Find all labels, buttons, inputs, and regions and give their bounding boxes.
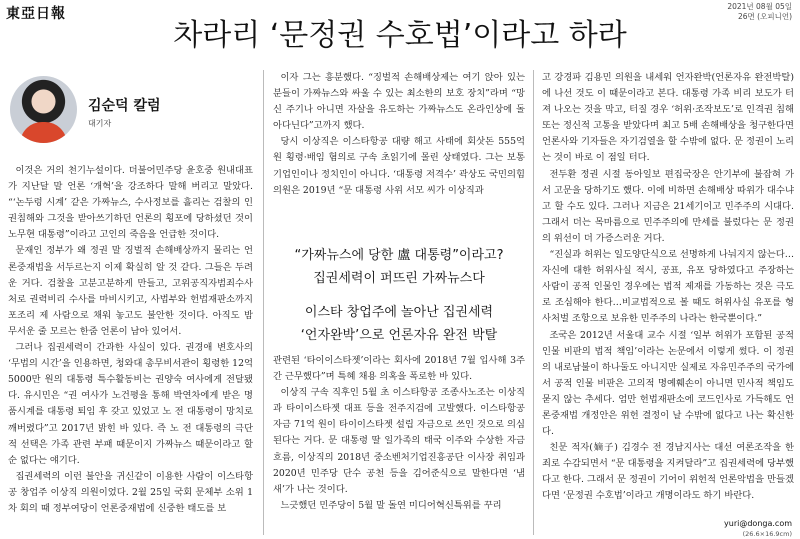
paragraph: 집권세력의 이런 불안을 귀신같이 이용한 사람이 이스타항공 창업주 이상직 의원이었다. 2월 25일 국회 문체부 소위 1차 회의 때 정부여당이 언론중재법에 신중한 태도를 보 [8,470,253,514]
paragraph: 이상직 구속 직후인 5월 초 이스타항공 조종사노조는 이상직과 타이이스타젯 대표 등을 전주지검에 고발했다. 이스타항공 자금 71억 원이 타이이스타젯 설립 자금으로 쓰인 것으로 의심된다는 거다. 문 대통령 딸 일가족의 태국 이주와 수상한 자금 흐름, 이상직의 2018년 중소벤처기업진흥공단 이사장 취임과 2020년 민주당 단수 공천 등을 김어준식으로 말한다면 ‘냄새’가 나는 것이다. [273,387,525,495]
paragraph: “진실과 허위는 일도양단식으로 선명하게 나눠지지 않는다…자신에 대한 허위사실 적시, 공표, 유포 당하였다고 주장하는 사람이 공적 인물인 경우에는 법적 제재를 가동하는 것은 극도로 조심해야 한다…비교법적으로 볼 때도 허위사실 유포를 형사처벌 조항으로 보유한 민주주의 나라는 한국뿐이다.” [542,249,794,325]
byline-name: 김순덕 칼럼 [88,98,161,114]
paragraph: 이것은 거의 천기누설이다. 더불어민주당 윤호중 원내대표가 지난달 말 언론 ‘개혁’을 강조하다 말해 버리고 말았다. “‘논두렁 시계’ 같은 가짜뉴스, 수사정보를 흘리는 검찰의 인권침해와 그것을 받아쓰기하던 언론의 횡포에 당하셨던 것이 노무현 대통령”이라고 고인의 죽음을 언급한 것이다. [8,165,253,241]
columnist-photo [10,76,77,143]
article-column-1 [8,163,253,535]
headline: 차라리 ‘문정권 수호법’이라고 하라 [173,18,627,53]
paragraph: 고 강경파 김용민 의원을 내세워 언자완박(언론자유 완전박탈)에 나선 것도 이 때문이라고 본다. 대통령 가족 비리 보도가 터져 나오는 것을 막고, 터질 경우 ‘허위·조작보도’로 인격권 침해 또는 정신적 고통을 받았다며 최고 5배 손해배상을 청구한다면 언론사와 기자들은 자기검열을 할 수밖에 없다. 문 정권이 노리는 것이 바로 이 점일 터다. [542,72,794,164]
article-column-2-top [273,70,525,246]
author-email: yuri@donga.com [724,519,792,528]
article-column-2-bottom [273,353,525,539]
paragraph: 조국은 2012년 서울대 교수 시절 ‘일부 허위가 포함된 공적 인물 비판의 법적 책임’이라는 논문에서 이렇게 썼다. 이 정권의 내로남불이 하나둘도 아니지만 실제로 자유민주주의 국가에서 공적 인물 비판은 고의적 명예훼손이 아니면 민사적 책임도 묻지 않는 추세다. 엄만 헌법재판소에 코드인사로 가득해도 언론중재법 개정안은 위헌 결정이 날 수밖에 없다고 나는 확신한다. [542,329,794,438]
paragraph: 느긋했던 민주당이 5월 말 돌연 미디어혁신특위를 꾸리 [280,499,502,511]
paragraph: 당시 이상직은 이스타항공 대량 해고 사태에 회삿돈 555억 원 횡령·배임 혐의로 구속 초읽기에 몰린 상태였다. 그는 보통 기업인이나 정치인이 아니다. ‘대통령 저격수’ 곽상도 국민의힘 의원은 2019년 “문 대통령 사위 서모 씨가 이상직과 [273,136,525,196]
masthead-logo: 東亞日報 [6,6,66,22]
pull-quote [273,244,525,348]
paragraph: 친문 적자(嫡子) 김경수 전 경남지사는 대선 여론조작을 한 죄로 수감되면서 “문 대통령을 지켜달라”고 집권세력에 당부했다고 한다. 그래서 문 정권이 기어이 위헌적 언론악법을 만들겠다면 ‘문정권 수호법’이라고 개명이라도 하기 바란다. [542,442,794,502]
pull-quote-line: ‘언자완박’으로 언론자유 완전 박탈 [300,328,498,343]
column-divider [263,70,264,535]
article-size: (26.6×16.9cm) [742,530,792,538]
paragraph: 관련된 ‘타이이스타젯’이라는 회사에 2018년 7월 입사해 3주간 근무했다”며 특혜 채용 의혹을 폭로한 바 있다. [273,355,525,383]
pull-quote-line: “가짜뉴스에 당한 盧 대통령”이라고? [294,248,504,263]
paragraph: 문재인 정부가 왜 정권 말 징벌적 손해배상까지 물리는 언론중재법을 서두르는지 이제 확실히 알 것 같다. 그들은 두려운 거다. 검찰을 고분고분하게 만들고, 고위공직자범죄수사처로 권력비리 수사를 마비시키고, 사법부와 헌법재판소까지 포조리 제 사람으로 채워 놓고도 불안한 것이다. 아직도 밤 무서운 줄 모르는 한줌 언론이 남아 있어서. [8,245,253,337]
paragraph: 이자 그는 흥분했다. “징벌적 손해배상제는 여기 앉아 있는 분들이 가짜뉴스와 싸울 수 있는 최소한의 보호 장치”라며 “망신 주기나 아니면 자살을 유도하는 가짜뉴스도 온라인상에 돌아다닌다”고까지 했다. [273,72,525,132]
pull-quote-line: 이스타 창업주에 놀아난 집권세력 [304,305,494,320]
issue-date: 2021년 08월 05일 [727,2,792,11]
pull-quote-line: 집권세력이 퍼뜨린 가짜뉴스다 [313,271,485,286]
paragraph: 그러나 집권세력이 간과한 사실이 있다. 권경애 변호사의 ‘무법의 시간’을 인용하면, 청와대 총무비서관이 횡령한 12억5000만 원의 대통령 특수활동비는 권양숙 여사에게 전달됐다. 유시민은 “권 여사가 노건평을 통해 박연차에게 받은 명품시계를 대통령 퇴임 후 갖고 있었고 노 전 대통령이 망치로 깨버렸다”고 2017년 밝힌 바 있다. 즉 노 전 대통령의 극단적 선택은 가족 관련 부패 때문이지 가짜뉴스 때문이라고 할 순 없다는 얘기다. [8,342,253,466]
page-number: 26면 (오피니언) [737,12,792,21]
column-divider [533,70,534,535]
article-column-3 [542,70,794,522]
byline-role: 대기자 [88,119,112,128]
paragraph: 전두환 정권 시절 동아일보 편집국장은 안기부에 불잡혀 가서 고문을 당하기도 했다. 이에 비하면 손해배상 따위가 대수냐고 할 수도 있다. 그러나 지금은 21세기이고 민주주의 시대다. 그래서 더는 목마름으로 민주주의에 만세를 불렀다는 문 정권의 위선이 더 가증스러운 거다. [542,168,794,244]
